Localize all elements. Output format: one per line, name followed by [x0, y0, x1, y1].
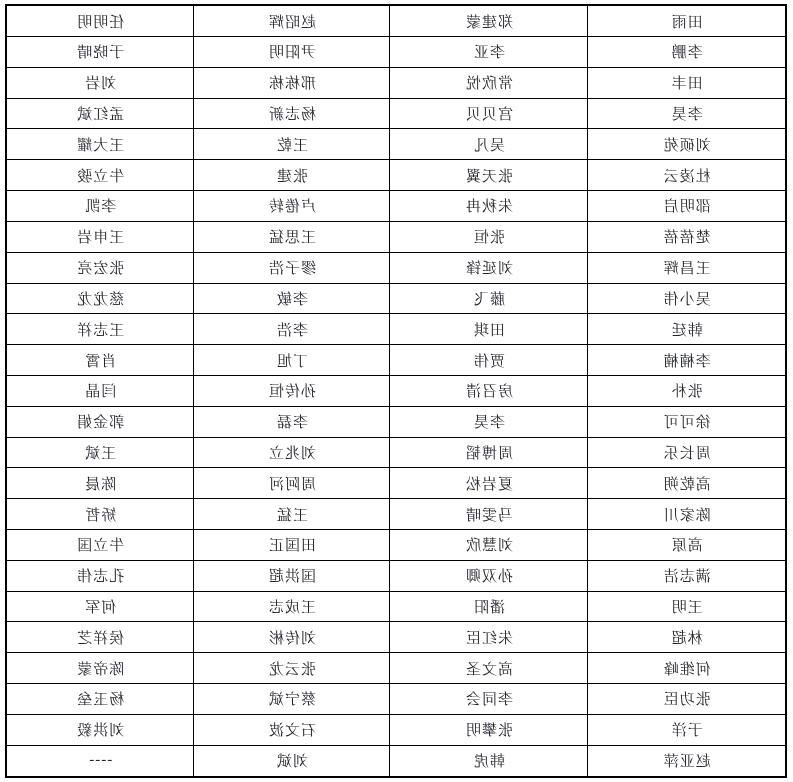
- table-cell: 王猛: [194, 499, 390, 530]
- table-row: [6, 530, 786, 561]
- table-cell: 常欣悦: [390, 67, 588, 98]
- table-row: [6, 745, 786, 777]
- table-cell: 陈晨: [6, 468, 194, 499]
- table-row: [6, 314, 786, 345]
- table-cell: 李鹏: [588, 37, 786, 68]
- table-cell: 郭金娟: [6, 406, 194, 437]
- table-cell: 夏岩松: [390, 468, 588, 499]
- table-cell: 张宏亮: [6, 252, 194, 283]
- table-cell: 孙双卿: [390, 560, 588, 591]
- table-cell: 韩虎: [390, 745, 588, 777]
- table-cell: 肖霄: [6, 345, 194, 376]
- table-row: [6, 5, 786, 37]
- table-row: [6, 252, 786, 283]
- table-cell: ----: [6, 745, 194, 777]
- names-table-body: [6, 5, 786, 777]
- table-cell: 吴小伟: [588, 283, 786, 314]
- table-cell: 王明: [588, 591, 786, 622]
- table-row: [6, 560, 786, 591]
- table-cell: 田琪: [390, 314, 588, 345]
- table-cell: 林超: [588, 622, 786, 653]
- table-cell: 高原: [588, 530, 786, 561]
- table-cell: 赵亚萍: [588, 745, 786, 777]
- table-cell: 矫哲: [6, 499, 194, 530]
- table-cell: 田雨: [588, 5, 786, 37]
- table-cell: 闫晶: [6, 375, 194, 406]
- table-cell: 刘传彬: [194, 622, 390, 653]
- table-cell: 房召清: [390, 375, 588, 406]
- table-cell: 杨玉垒: [6, 684, 194, 715]
- table-cell: 何军: [6, 591, 194, 622]
- table-cell: 李浩: [194, 314, 390, 345]
- table-cell: 张云龙: [194, 653, 390, 684]
- table-cell: 李凯: [6, 191, 194, 222]
- table-cell: 王志祥: [6, 314, 194, 345]
- table-cell: 国洪超: [194, 560, 390, 591]
- table-cell: 楚蓓蓓: [588, 221, 786, 252]
- table-row: [6, 714, 786, 745]
- table-row: [6, 684, 786, 715]
- table-cell: 张功臣: [588, 684, 786, 715]
- table-cell: 刘延锋: [390, 252, 588, 283]
- table-cell: 刘慧欣: [390, 530, 588, 561]
- table-cell: 王昌辉: [588, 252, 786, 283]
- table-cell: 张建: [194, 160, 390, 191]
- table-cell: 卢倦转: [194, 191, 390, 222]
- table-cell: 潘阳: [390, 591, 588, 622]
- table-row: [6, 67, 786, 98]
- table-cell: 丁旭: [194, 345, 390, 376]
- table-row: [6, 591, 786, 622]
- table-cell: 陈家川: [588, 499, 786, 530]
- table-cell: 陈帝蒙: [6, 653, 194, 684]
- table-cell: 周长乐: [588, 437, 786, 468]
- table-cell: 张朴: [588, 375, 786, 406]
- table-cell: 韩廷: [588, 314, 786, 345]
- table-cell: 牛立国: [6, 530, 194, 561]
- table-row: [6, 191, 786, 222]
- table-cell: 刘斌: [194, 745, 390, 777]
- table-cell: 张天翼: [390, 160, 588, 191]
- table-cell: 邵明启: [588, 191, 786, 222]
- table-cell: 孙传恒: [194, 375, 390, 406]
- table-row: [6, 221, 786, 252]
- table-row: [6, 406, 786, 437]
- table-row: [6, 345, 786, 376]
- table-row: [6, 653, 786, 684]
- table-cell: 满志洁: [588, 560, 786, 591]
- table-cell: 王大耀: [6, 129, 194, 160]
- table-cell: 王成志: [194, 591, 390, 622]
- table-cell: 慈龙龙: [6, 283, 194, 314]
- table-row: [6, 468, 786, 499]
- table-row: [6, 283, 786, 314]
- table-cell: 赵昭辉: [194, 5, 390, 37]
- table-cell: 王斌: [6, 437, 194, 468]
- table-cell: 徐可可: [588, 406, 786, 437]
- table-cell: 刘洪毅: [6, 714, 194, 745]
- table-cell: 孟红斌: [6, 98, 194, 129]
- table-cell: 高文圣: [390, 653, 588, 684]
- table-row: [6, 375, 786, 406]
- table-cell: 石文波: [194, 714, 390, 745]
- table-row: [6, 98, 786, 129]
- table-row: [6, 499, 786, 530]
- table-row: [6, 160, 786, 191]
- table-cell: 周阿河: [194, 468, 390, 499]
- table-cell: 王乾: [194, 129, 390, 160]
- table-cell: 张攀明: [390, 714, 588, 745]
- table-row: [6, 129, 786, 160]
- table-cell: 李楠楠: [588, 345, 786, 376]
- table-cell: 吴凡: [390, 129, 588, 160]
- table-cell: 周博韬: [390, 437, 588, 468]
- table-cell: 杜凌云: [588, 160, 786, 191]
- table-cell: 张恒: [390, 221, 588, 252]
- table-cell: 李磊: [194, 406, 390, 437]
- table-cell: 杨志新: [194, 98, 390, 129]
- table-cell: 刘岩: [6, 67, 194, 98]
- table-row: [6, 622, 786, 653]
- table-cell: 郑建蒙: [390, 5, 588, 37]
- table-row: [6, 437, 786, 468]
- table-cell: 李昊: [588, 98, 786, 129]
- table-cell: 邢栋栋: [194, 67, 390, 98]
- table-cell: 李昊: [390, 406, 588, 437]
- table-cell: 宫贝贝: [390, 98, 588, 129]
- table-cell: 刘硕苑: [588, 129, 786, 160]
- table-cell: 刘兆立: [194, 437, 390, 468]
- table-cell: 马雯晴: [390, 499, 588, 530]
- names-table: [5, 4, 787, 778]
- table-cell: 李同会: [390, 684, 588, 715]
- table-cell: 侯祥芝: [6, 622, 194, 653]
- table-cell: 缪子浩: [194, 252, 390, 283]
- table-row: [6, 37, 786, 68]
- table-cell: 李亚: [390, 37, 588, 68]
- table-cell: 蔡宁斌: [194, 684, 390, 715]
- table-cell: 尹阳明: [194, 37, 390, 68]
- table-cell: 高乾朔: [588, 468, 786, 499]
- table-cell: 牛立骏: [6, 160, 194, 191]
- table-cell: 任明明: [6, 5, 194, 37]
- table-cell: 藤飞: [390, 283, 588, 314]
- table-cell: 田丰: [588, 67, 786, 98]
- table-cell: 何维峰: [588, 653, 786, 684]
- table-cell: 贾伟: [390, 345, 588, 376]
- table-cell: 于晓晴: [6, 37, 194, 68]
- table-cell: 朱秋冉: [390, 191, 588, 222]
- table-cell: 朱红臣: [390, 622, 588, 653]
- table-cell: 田国正: [194, 530, 390, 561]
- table-cell: 于洋: [588, 714, 786, 745]
- table-cell: 李敏: [194, 283, 390, 314]
- table-cell: 孔志伟: [6, 560, 194, 591]
- table-cell: 王申岩: [6, 221, 194, 252]
- table-cell: 王思猛: [194, 221, 390, 252]
